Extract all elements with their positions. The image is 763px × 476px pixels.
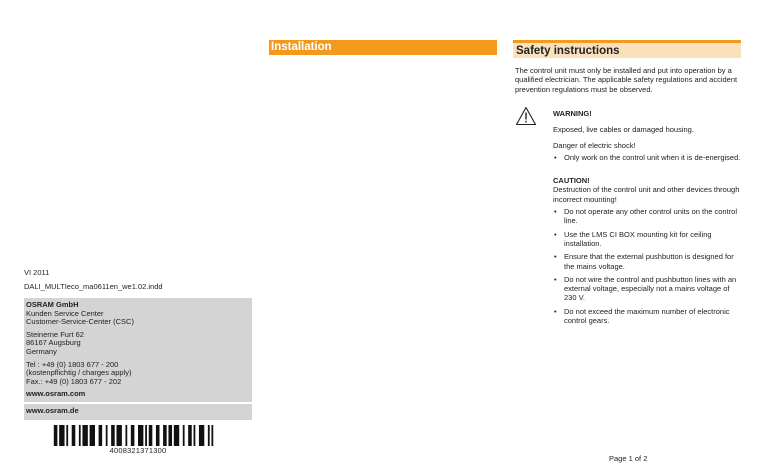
barcode-bar: [194, 425, 196, 446]
barcode-bar: [99, 425, 103, 446]
barcode-bars: [52, 425, 224, 446]
safety-intro: The control unit must only be installed and put into operation by a qualified electrician. The applicable safety regulations and accident prevention regulations must be observed.: [515, 66, 738, 94]
website-link[interactable]: www.osram.com: [26, 389, 86, 399]
list-item: • Only work on the control unit when it is de-energised.: [553, 153, 743, 162]
barcode: [52, 425, 224, 455]
barcode-bar: [111, 425, 115, 446]
safety-heading: [513, 40, 741, 58]
barcode-bar: [199, 425, 204, 446]
barcode-bar: [106, 425, 108, 446]
warning-block: [553, 109, 743, 329]
list-item: • Do not operate any other control units on the control line.: [553, 207, 743, 226]
warning-line: Exposed, live cables or damaged housing.: [553, 125, 694, 135]
barcode-bar: [149, 425, 153, 446]
address-line: Germany: [26, 346, 57, 356]
safety-title: Safety instructions: [513, 43, 741, 58]
barcode-bar: [156, 425, 160, 446]
list-item: • Use the LMS CI BOX mounting kit for ceiling installation.: [553, 230, 743, 249]
barcode-bar: [117, 425, 122, 446]
barcode-bar: [168, 425, 172, 446]
barcode-number: 4008321371300: [109, 446, 167, 455]
contact-line: Customer-Service-Center (CSC): [26, 317, 134, 327]
caution-bullets: [553, 207, 743, 325]
barcode-bar: [174, 425, 179, 446]
barcode-bar: [59, 425, 64, 446]
phone-line: (kostenpflichtig / charges apply): [26, 368, 132, 378]
barcode-bar: [54, 425, 58, 446]
warning-line: Danger of electric shock!: [553, 140, 636, 150]
contact-box: [24, 298, 252, 420]
address-line: 86167 Augsburg: [26, 338, 81, 348]
barcode-bar: [66, 425, 68, 446]
filename-label: DALI_MULTIeco_ma0611en_we1.02.indd: [24, 282, 163, 291]
barcode-bar: [188, 425, 192, 446]
installation-title: Installation: [269, 40, 497, 55]
warning-label: WARNING!: [553, 109, 592, 118]
barcode-bar: [138, 425, 143, 446]
version-label: VI 2011: [24, 268, 50, 277]
contact-line: Kunden Service Center: [26, 308, 104, 318]
barcode-bar: [208, 425, 210, 446]
list-item: • Do not wire the control and pushbutton lines with an external voltage, especially not a mains voltage of 230 V.: [553, 275, 743, 303]
caution-text: Destruction of the control unit and other devices through incorrect mounting!: [553, 185, 740, 204]
caution-label: CAUTION!: [553, 176, 590, 186]
installation-heading: [269, 40, 497, 55]
barcode-bar: [145, 425, 147, 446]
company-name: OSRAM GmbH: [26, 300, 79, 309]
warning-triangle-icon: [515, 106, 537, 131]
barcode-bar: [82, 425, 87, 446]
barcode-bar: [163, 425, 167, 446]
barcode-bar: [131, 425, 135, 446]
page-number: Page 1 of 2: [609, 454, 648, 463]
warning-bullets: [553, 153, 743, 162]
website-link[interactable]: www.osram.de: [26, 405, 79, 415]
barcode-bar: [79, 425, 81, 446]
list-item: • Ensure that the external pushbutton is designed for the mains voltage.: [553, 252, 743, 271]
barcode-bar: [183, 425, 185, 446]
list-item: • Do not exceed the maximum number of electronic control gears.: [553, 307, 743, 326]
barcode-bar: [211, 425, 213, 446]
barcode-bar: [72, 425, 76, 446]
barcode-bar: [90, 425, 95, 446]
phone-line: Tel : +49 (0) 1803 677 - 200: [26, 359, 119, 369]
address-line: Steinerne Furt 62: [26, 329, 84, 339]
fax-line: Fax.: +49 (0) 1803 677 - 202: [26, 376, 122, 386]
barcode-bar: [125, 425, 127, 446]
divider: [24, 402, 252, 404]
